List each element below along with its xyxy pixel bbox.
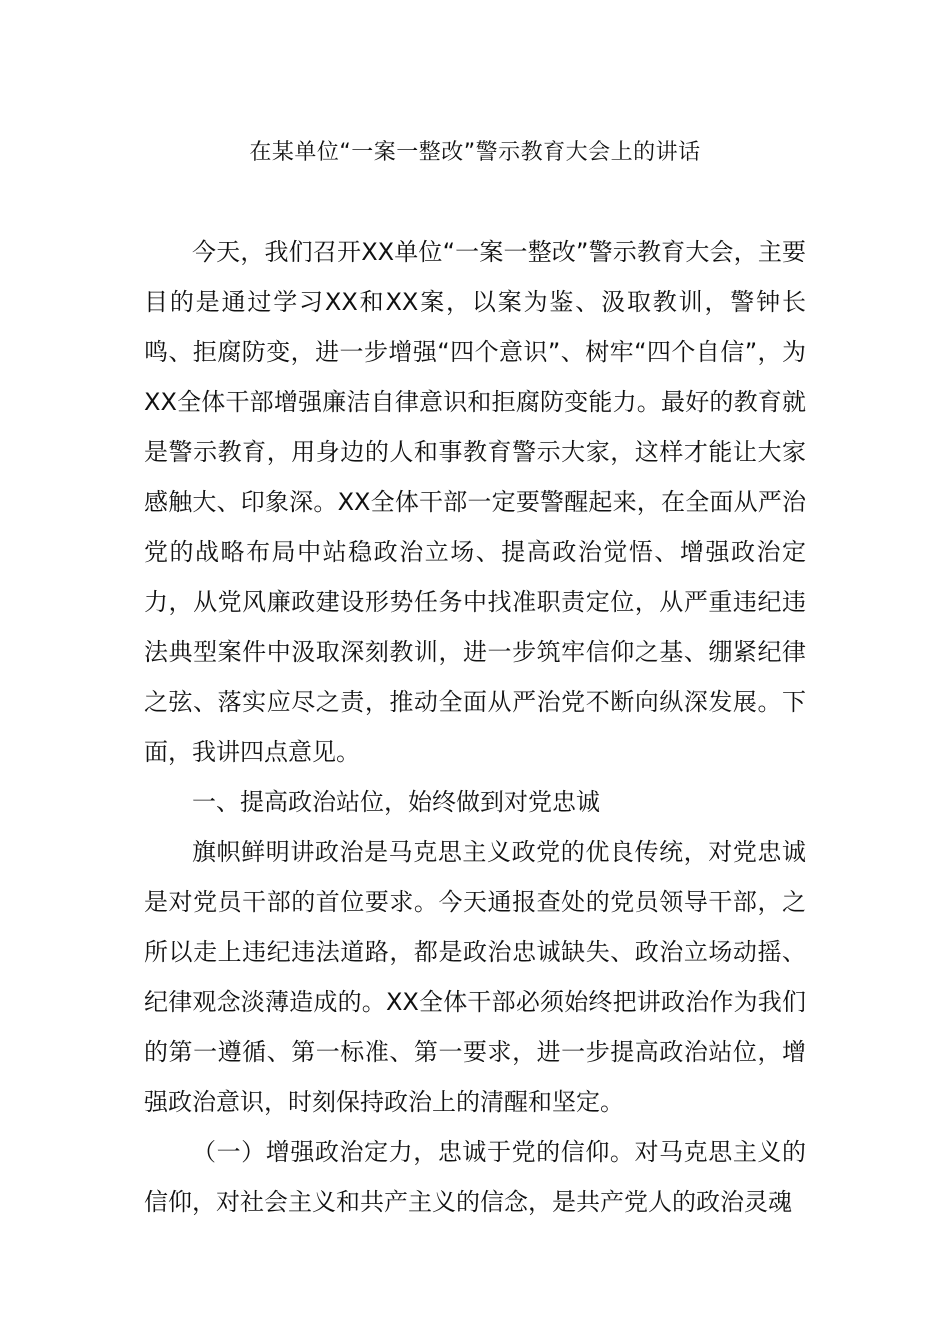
paragraph-intro: 今天，我们召开XX单位“一案一整改”警示教育大会，主要目的是通过学习XX和XX案，以案为鉴、汲取教训，警钟长鸣、拒腐防变，进一步增强“四个意识”、树牢“四个自信”，为XX全体干部增强廉洁自律意识和拒腐防变能力。最好的教育就是警示教育，用身边的人和事教育警示大家，这样才能让大家感触大、印象深。XX全体干部一定要警醒起来，在全面从严治党的战略布局中站稳政治立场、提高政治觉悟、增强政治定力，从党风廉政建设形势任务中找准职责定位，从严重违纪违法典型案件中汲取深刻教训，进一步筑牢信仰之基、绷紧纪律之弦、落实应尽之责，推动全面从严治党不断向纵深发展。下面，我讲四点意见。	[144, 238, 806, 766]
paragraph-section-1: 旗帜鲜明讲政治是马克思主义政党的优良传统，对党忠诚是对党员干部的首位要求。今天通报查处的党员领导干部，之所以走上违纪违法道路，都是政治忠诚缺失、政治立场动摇、纪律观念淡薄造成的。XX全体干部必须始终把讲政治作为我们的第一遵循、第一标准、第一要求，进一步提高政治站位，增强政治意识，时刻保持政治上的清醒和坚定。	[144, 838, 806, 1116]
paragraph-subsection-1: （一）增强政治定力，忠诚于党的信仰。对马克思主义的信仰，对社会主义和共产主义的信念，是共产党人的政治灵魂	[144, 1138, 806, 1216]
document-body	[144, 227, 806, 1227]
section-heading-1: 一、提高政治站位，始终做到对党忠诚	[192, 788, 600, 816]
document-title: 在某单位“一案一整改”警示教育大会上的讲话	[249, 140, 701, 165]
